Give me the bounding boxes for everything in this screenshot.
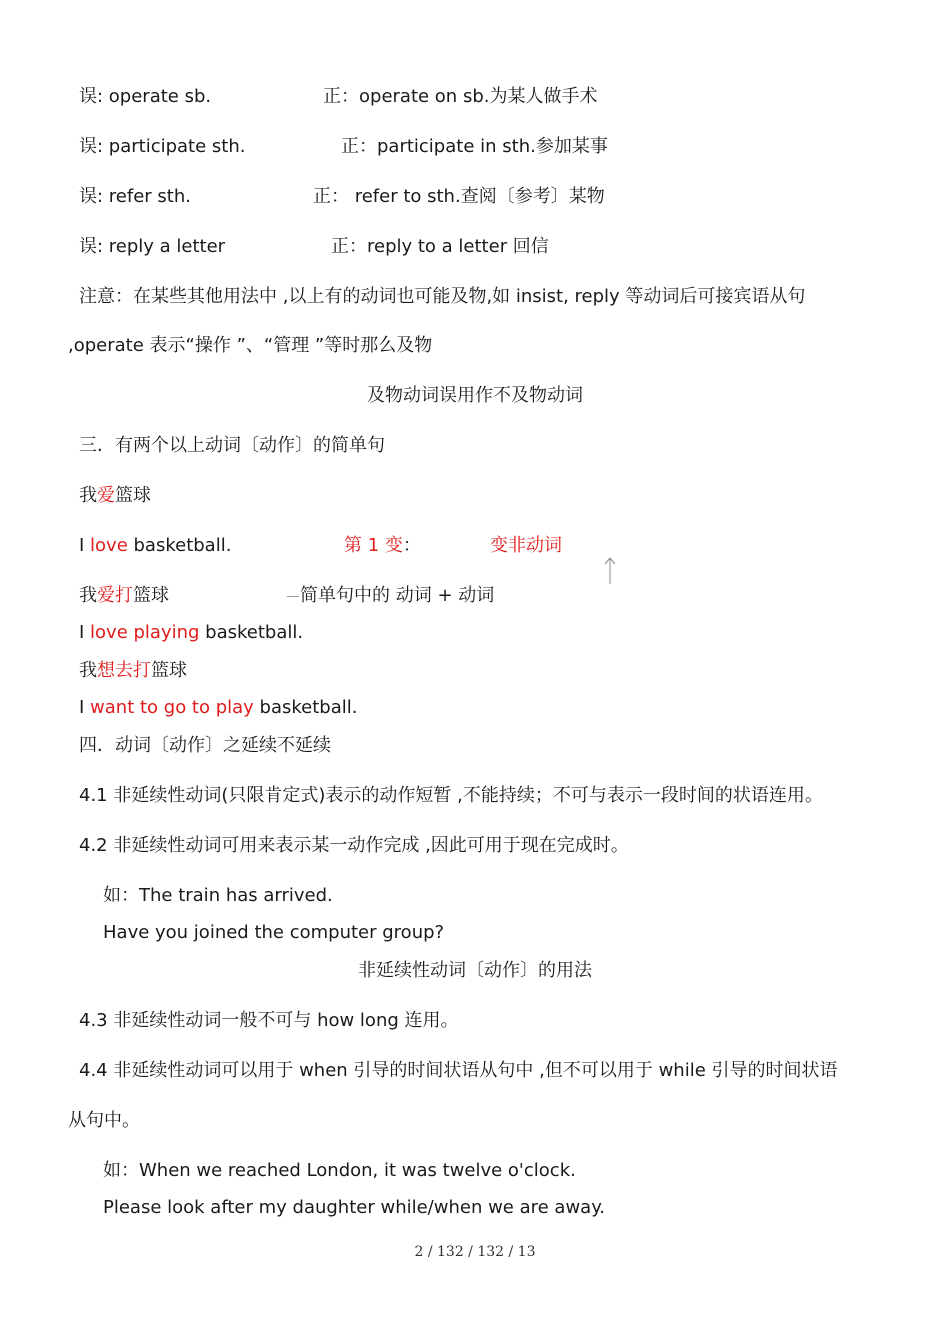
- example-4-4-b: Please look after my daughter while/when we are away.: [103, 1197, 606, 1218]
- change-value: 变非动词: [490, 535, 562, 556]
- right-example-2: 正：participate in sth.参加某事: [341, 136, 608, 157]
- section-3-heading: 三．有两个以上动词〔动作〕的简单句: [79, 435, 385, 456]
- highlight-verb: want to go to play: [90, 697, 254, 718]
- paragraph-4-3: 4.3 非延续性动词一般不可与 how long 连用。: [79, 1010, 459, 1031]
- example-3-english: I want to go to play basketball.: [79, 697, 358, 718]
- wrong-example-1: 误: operate sb.: [79, 86, 212, 107]
- example-4-2-a: 如：The train has arrived.: [103, 885, 333, 906]
- example-2-chinese: 我爱打篮球: [79, 585, 169, 606]
- caption-transitive: 及物动词误用作不及物动词: [367, 385, 583, 406]
- paragraph-4-4-line-1: 4.4 非延续性动词可以用于 when 引导的时间状语从句中 ,但不可以用于 while 引导的时间状语: [79, 1060, 838, 1081]
- highlight-verb: 想去打: [97, 660, 151, 681]
- right-example-1: 正：operate on sb.为某人做手术: [323, 86, 598, 107]
- note-line-1: 注意：在某些其他用法中 ,以上有的动词也可能及物,如 insist, reply 等动词后可接宾语从句: [79, 286, 806, 307]
- paragraph-4-1: 4.1 非延续性动词(只限肯定式)表示的动作短暂 ,不能持续；不可与表示一段时间的状语连用。: [79, 785, 823, 806]
- page-footer: 2 / 132 / 132 / 13: [414, 1244, 536, 1260]
- paragraph-4-4-line-2: 从句中。: [68, 1110, 140, 1131]
- example-1-chinese: 我爱篮球: [79, 485, 151, 506]
- section-4-heading: 四．动词〔动作〕之延续不延续: [79, 735, 331, 756]
- right-example-4: 正：reply to a letter 回信: [331, 236, 549, 257]
- paragraph-4-2: 4.2 非延续性动词可用来表示某一动作完成 ,因此可用于现在完成时。: [79, 835, 629, 856]
- note-line-2: ,operate 表示“操作 ”、“管理 ”等时那么及物: [68, 335, 433, 356]
- wrong-example-4: 误: reply a letter: [79, 236, 226, 257]
- example-3-chinese: 我想去打篮球: [79, 660, 187, 681]
- example-4-4-a: 如：When we reached London, it was twelve o'clock.: [103, 1160, 576, 1181]
- change-label: 第 1 变：: [344, 535, 421, 556]
- highlight-verb: love: [90, 535, 128, 556]
- example-2-english: I love playing basketball.: [79, 622, 304, 643]
- highlight-verb: 爱打: [97, 585, 133, 606]
- caption-nondurative: 非延续性动词〔动作〕的用法: [358, 960, 592, 981]
- example-4-2-b: Have you joined the computer group?: [103, 922, 445, 943]
- example-1-english: I love basketball.: [79, 535, 232, 556]
- right-example-3: 正： refer to sth.查阅〔参考〕某物: [313, 186, 605, 207]
- formula: 简单句中的 动词 + 动词: [287, 584, 494, 608]
- highlight-verb: 爱: [97, 485, 115, 506]
- highlight-verb: love playing: [90, 622, 200, 643]
- dash-mark: [287, 596, 299, 597]
- wrong-example-3: 误: refer sth.: [79, 186, 191, 207]
- up-arrow-icon: [603, 556, 617, 586]
- wrong-example-2: 误: participate sth.: [79, 136, 246, 157]
